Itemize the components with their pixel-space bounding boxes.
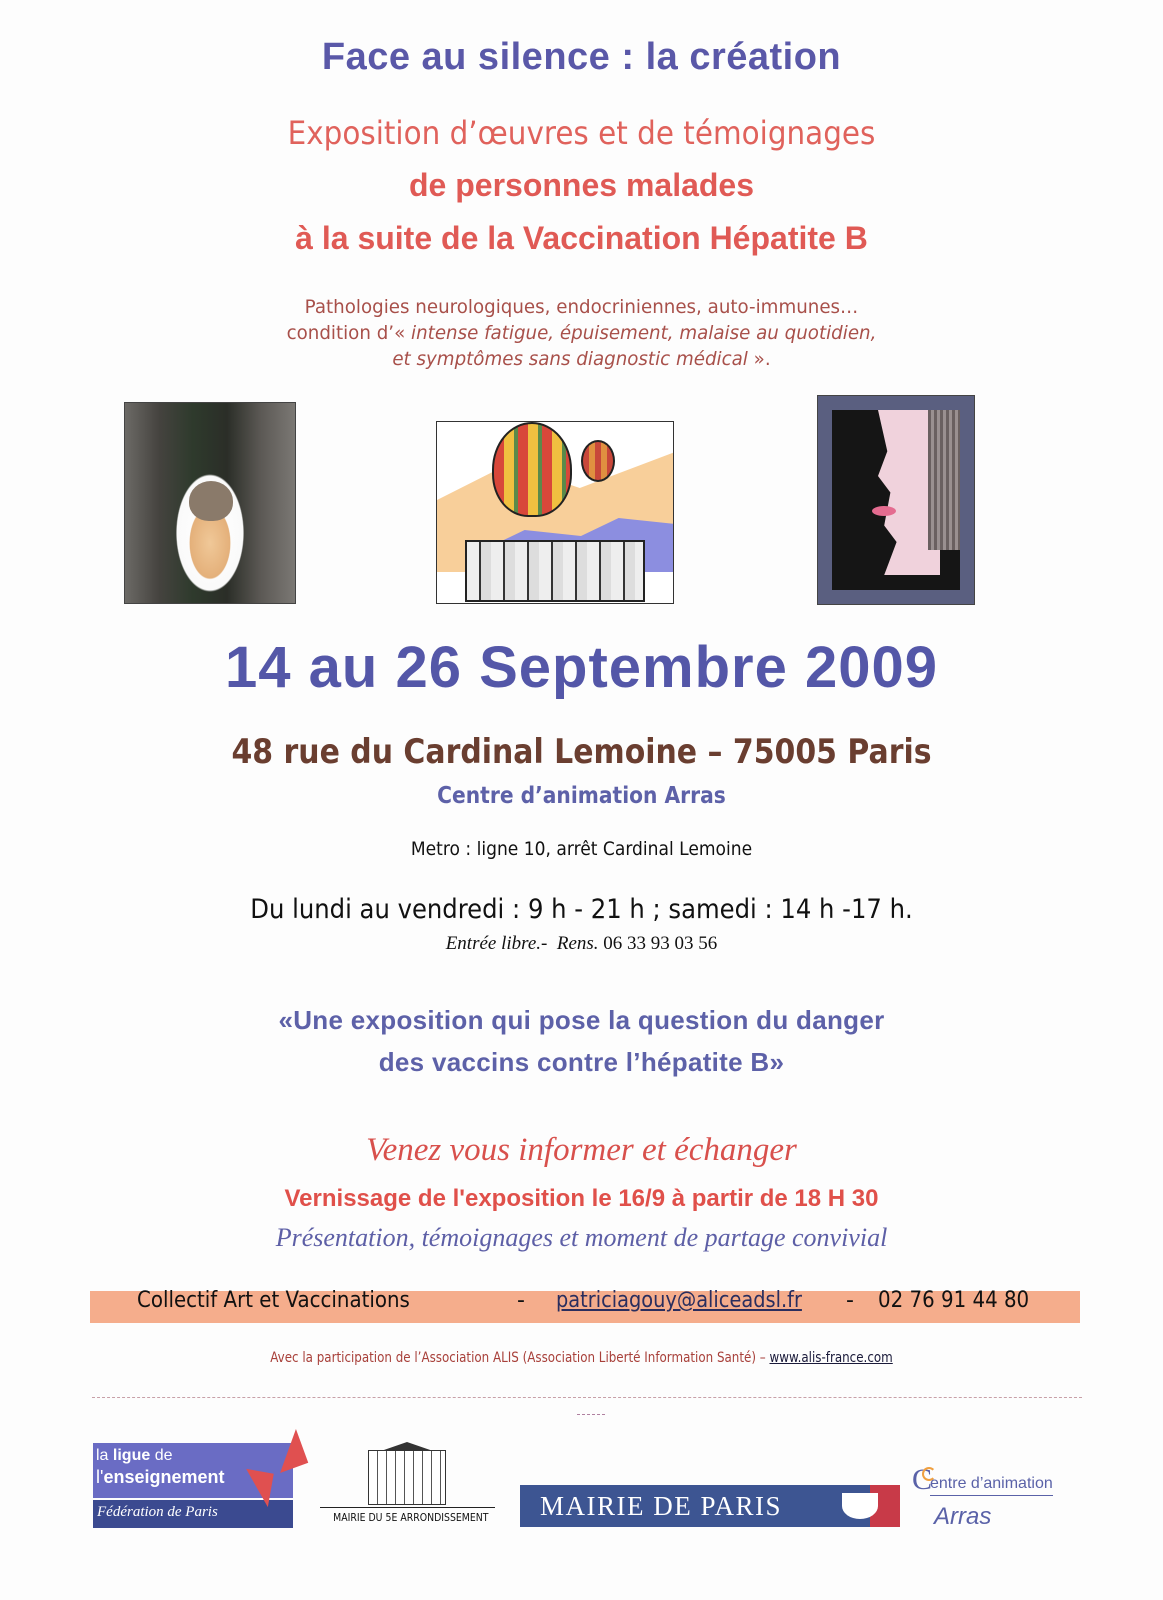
poster-title: Face au silence : la création [321, 36, 842, 78]
artwork-building [465, 540, 645, 602]
alis-website-link[interactable]: www.alis-france.com [769, 1350, 893, 1366]
mairie-5e-label: MAIRIE DU 5E ARRONDISSEMENT [333, 1511, 489, 1524]
ligue-text: la [96, 1447, 113, 1464]
centre-label: entre d’animation [930, 1475, 1053, 1496]
centre-c-letter: C [912, 1463, 933, 1496]
venue-address: 48 rue du Cardinal Lemoine – 75005 Paris [231, 732, 932, 772]
artwork-lips [872, 506, 896, 516]
pathologies-italic-2: et symptômes sans diagnostic médical [392, 348, 748, 370]
pathologies-line-2 [23, 322, 1139, 344]
logo-ligue-enseignement [93, 1443, 293, 1527]
contact-phone: 02 76 91 44 80 [878, 1288, 1030, 1313]
red-triangle-icon [240, 1469, 273, 1507]
subtitle-vaccination: à la suite de la Vaccination Hépatite B [295, 220, 868, 256]
ligue-federation: Fédération de Paris [97, 1504, 218, 1520]
ligue-line-1 [96, 1447, 173, 1465]
divider-dashed [92, 1397, 1082, 1398]
quote-line-1: «Une exposition qui pose la question du danger [278, 1005, 885, 1035]
logo-mairie-5e [320, 1450, 495, 1528]
pathologies-line-1: Pathologies neurologiques, endocriniennes, auto-immunes… [304, 296, 859, 318]
entry-label: Entrée libre.- [445, 933, 548, 954]
ligue-line-2 [96, 1467, 224, 1488]
pathologies-prefix: condition d’« [286, 322, 412, 344]
logo-baseline [320, 1507, 495, 1508]
vernissage-info: Vernissage de l'exposition le 16/9 à partir de 18 H 30 [284, 1185, 879, 1212]
logo-mairie-de-paris [520, 1485, 900, 1527]
artwork-canvas [832, 410, 960, 590]
contact-separator: - [846, 1288, 854, 1313]
organizer-name: Collectif Art et Vaccinations [137, 1288, 410, 1313]
pathologies-line-3 [23, 348, 1139, 370]
divider-short [577, 1414, 605, 1415]
opening-hours: Du lundi au vendredi : 9 h - 21 h ; samedi : 14 h -17 h. [250, 894, 913, 925]
artwork-hair [928, 410, 960, 550]
town-hall-icon [368, 1450, 446, 1505]
participation-text: Avec la participation de l’Association ALIS (Association Liberté Information Santé) – [270, 1350, 770, 1366]
entry-info [0, 933, 1163, 955]
contact-separator: - [517, 1288, 525, 1313]
logo-centre-animation-arras [912, 1463, 1072, 1532]
info-label: Rens. [556, 933, 599, 954]
artwork-man-in-cave [124, 402, 296, 604]
arras-label: Arras [934, 1503, 992, 1530]
artwork-woman-portrait [817, 395, 975, 605]
ligue-text-bold: enseignement [103, 1467, 225, 1487]
metro-info: Metro : ligne 10, arrêt Cardinal Lemoine [410, 838, 753, 860]
subtitle-people: de personnes malades [408, 167, 755, 203]
artwork-figure-head [189, 481, 233, 521]
artwork-hot-air-balloon [436, 421, 674, 604]
pathologies-italic: intense fatigue, épuisement, malaise au quotidien, [411, 322, 877, 344]
exhibition-dates: 14 au 26 Septembre 2009 [225, 635, 938, 700]
artwork-balloon-small [581, 440, 615, 482]
quote-line-2: des vaccins contre l’hépatite B» [378, 1047, 785, 1077]
contact-email-link[interactable]: patriciagouy@aliceadsl.fr [556, 1288, 802, 1313]
ligue-text-bold: ligue [112, 1447, 151, 1464]
ligue-text: de [150, 1447, 173, 1464]
artwork-balloon-large [492, 422, 572, 517]
mairie-paris-label: MAIRIE DE PARIS [540, 1491, 783, 1521]
paris-ship-icon [842, 1493, 878, 1519]
venue-name: Centre d’animation Arras [437, 783, 726, 809]
ligue-text: l' [96, 1467, 104, 1487]
presentation-text: Présentation, témoignages et moment de partage convivial [275, 1223, 888, 1252]
info-phone: 06 33 93 03 56 [603, 933, 718, 954]
participation-line [87, 1350, 1076, 1366]
pathologies-suffix: ». [747, 348, 771, 370]
subtitle-exhibition: Exposition d’œuvres et de témoignages [287, 114, 876, 152]
invite-text: Venez vous informer et échanger [366, 1132, 797, 1168]
